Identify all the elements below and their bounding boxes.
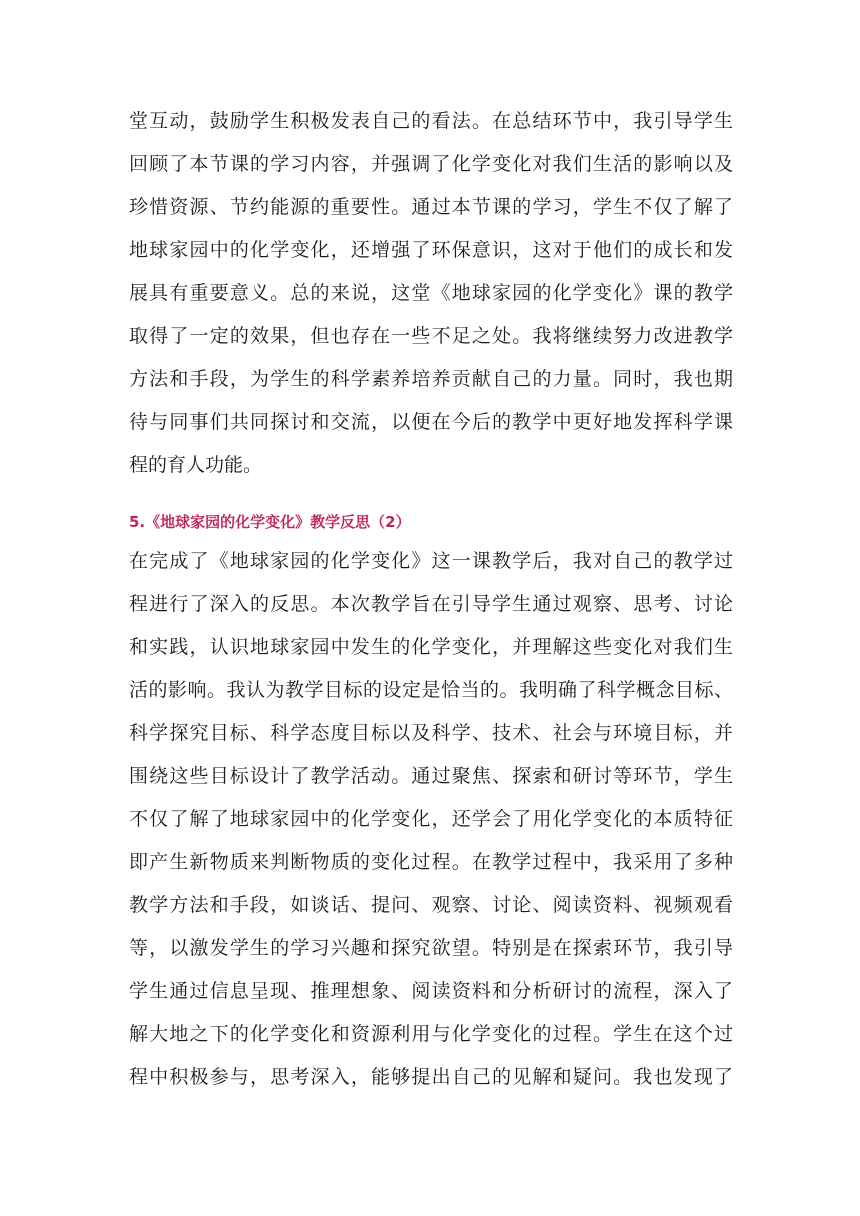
text-line: 在完成了《地球家园的化学变化》这一课教学后，我对自己的教学过: [129, 550, 733, 572]
text-line: 方法和手段，为学生的科学素养培养贡献自己的力量。同时，我也期: [129, 368, 733, 390]
text-line: 和实践，认识地球家园中发生的化学变化，并理解这些变化对我们生: [129, 636, 733, 658]
text-line: 珍惜资源、节约能源的重要性。通过本节课的学习，学生不仅了解了: [129, 196, 733, 218]
text-line: 展具有重要意义。总的来说，这堂《地球家园的化学变化》课的教学: [129, 282, 733, 304]
text-line: 围绕这些目标设计了教学活动。通过聚焦、探索和研讨等环节，学生: [129, 765, 733, 787]
text-line: 活的影响。我认为教学目标的设定是恰当的。我明确了科学概念目标、: [129, 679, 733, 701]
text-line: 科学探究目标、科学态度目标以及科学、技术、社会与环境目标，并: [129, 722, 733, 744]
section-heading: 5.《地球家园的化学变化》教学反思（2）: [129, 513, 411, 531]
text-line: 堂互动，鼓励学生积极发表自己的看法。在总结环节中，我引导学生: [129, 110, 733, 132]
text-line: 解大地之下的化学变化和资源利用与化学变化的过程。学生在这个过: [129, 1023, 733, 1045]
text-line: 等，以激发学生的学习兴趣和探究欲望。特别是在探索环节，我引导: [129, 937, 733, 959]
text-line: 地球家园中的化学变化，还增强了环保意识，这对于他们的成长和发: [129, 239, 733, 261]
text-line: 程的育人功能。: [129, 454, 263, 476]
text-line: 待与同事们共同探讨和交流，以便在今后的教学中更好地发挥科学课: [129, 411, 733, 433]
text-line: 学生通过信息呈现、推理想象、阅读资料和分析研讨的流程，深入了: [129, 980, 733, 1002]
text-line: 程进行了深入的反思。本次教学旨在引导学生通过观察、思考、讨论: [129, 593, 733, 615]
text-line: 程中积极参与，思考深入，能够提出自己的见解和疑问。我也发现了: [129, 1066, 733, 1088]
text-line: 即产生新物质来判断物质的变化过程。在教学过程中，我采用了多种: [129, 851, 733, 873]
body-paragraph-1: [129, 100, 733, 487]
text-line: 取得了一定的效果，但也存在一些不足之处。我将继续努力改进教学: [129, 325, 733, 347]
text-line: 教学方法和手段，如谈话、提问、观察、讨论、阅读资料、视频观看: [129, 894, 733, 916]
text-line: 不仅了解了地球家园中的化学变化，还学会了用化学变化的本质特征: [129, 808, 733, 830]
text-line: 回顾了本节课的学习内容，并强调了化学变化对我们生活的影响以及: [129, 153, 733, 175]
body-paragraph-2: [129, 540, 733, 1099]
